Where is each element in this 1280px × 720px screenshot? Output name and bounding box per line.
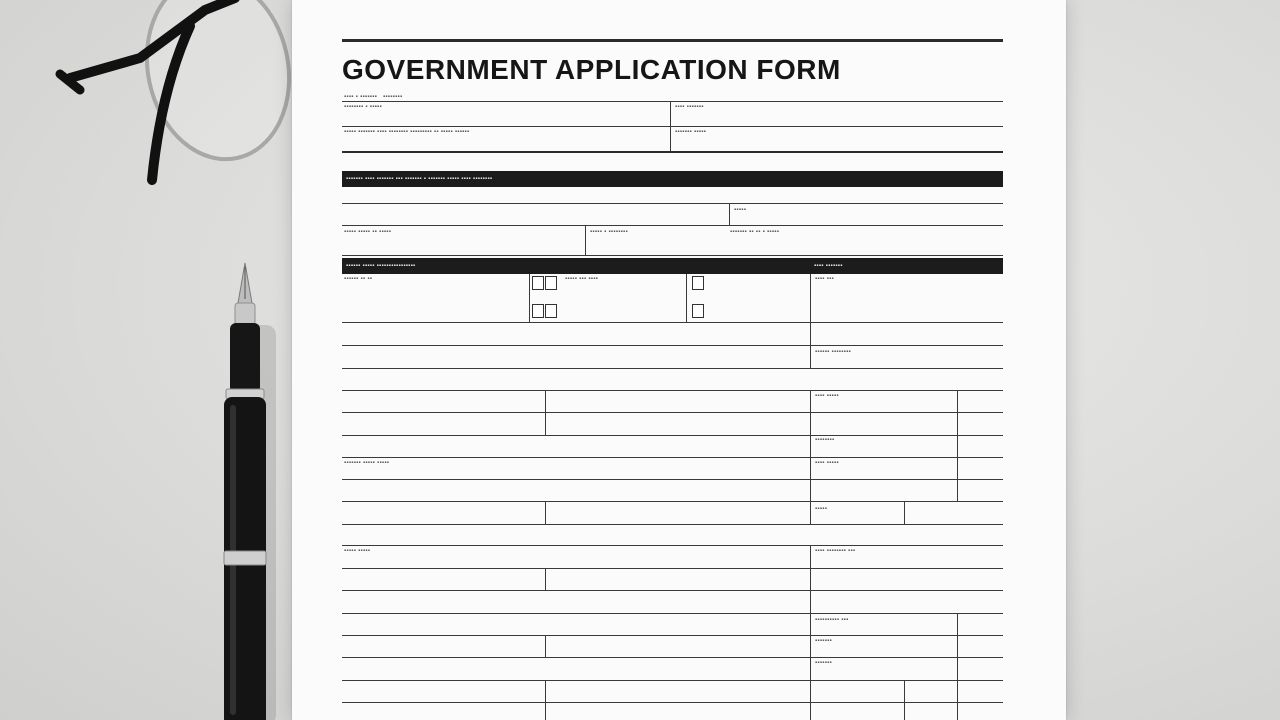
form-line <box>342 657 1003 658</box>
form-divider <box>545 680 546 720</box>
fine-print: ▪▪▪▪▪▪▪ ▪▪▪▪▪ ▪▪▪▪▪ <box>344 460 390 466</box>
form-line <box>342 345 1003 346</box>
form-line <box>342 613 1003 614</box>
form-line <box>342 568 1003 569</box>
form-divider <box>686 274 687 322</box>
checkbox[interactable] <box>692 304 704 318</box>
fine-print: ▪▪▪▪▪▪ ▪▪ ▪▪ <box>344 276 373 282</box>
fountain-pen-icon <box>210 255 280 720</box>
form-line <box>342 225 1003 226</box>
fine-print: ▪▪▪▪ ▪ ▪▪▪▪▪▪▪ ▪▪▪▪▪▪▪▪ <box>344 94 403 100</box>
form-divider <box>904 680 905 720</box>
fine-print: ▪▪▪▪▪▪▪ <box>815 660 832 666</box>
fine-print: ▪▪▪▪ ▪▪▪▪▪▪▪▪ ▪▪▪ <box>815 548 856 554</box>
form-line <box>342 101 1003 102</box>
form-line <box>342 435 1003 436</box>
form-line <box>342 203 1003 204</box>
form-title: GOVERNMENT APPLICATION FORM <box>342 54 841 85</box>
fine-print: ▪▪▪▪▪▪▪ ▪▪▪▪▪ <box>675 129 707 135</box>
form-line <box>342 545 1003 546</box>
form-divider <box>810 545 811 720</box>
fine-print: ▪▪▪▪▪ ▪▪▪▪▪ <box>344 548 371 554</box>
band-fine-print: ▪▪▪▪▪▪▪ ▪▪▪▪ ▪▪▪▪▪▪▪ ▪▪▪ ▪▪▪▪▪▪▪ ▪ ▪▪▪▪▪▪▪ ▪▪▪▪▪ ▪▪▪▪ ▪▪▪▪▪▪▪▪ <box>346 176 493 182</box>
section-band <box>342 258 1003 274</box>
form-divider <box>729 203 730 225</box>
fine-print: ▪▪▪▪ ▪▪▪▪▪ <box>815 393 839 399</box>
band-fine-print: ▪▪▪▪▪▪ ▪▪▪▪▪ ▪▪▪▪▪▪▪▪▪▪▪▪▪▪▪▪ <box>346 263 416 269</box>
form-line <box>342 126 1003 127</box>
band-fine-print: ▪▪▪▪ ▪▪▪▪▪▪▪ <box>814 263 843 269</box>
form-divider <box>585 225 586 255</box>
fine-print: ▪▪▪▪▪ ▪▪▪▪▪▪▪ ▪▪▪▪ ▪▪▪▪▪▪▪▪ ▪▪▪▪▪▪▪▪▪ ▪▪ ▪▪▪▪▪ ▪▪▪▪▪▪ <box>344 129 470 135</box>
fine-print: ▪▪▪▪▪ <box>734 207 747 213</box>
form-divider <box>545 635 546 657</box>
form-line <box>342 390 1003 391</box>
checkbox[interactable] <box>545 304 557 318</box>
form-line <box>342 255 1003 256</box>
form-divider <box>904 501 905 524</box>
form-divider <box>529 274 530 322</box>
form-divider <box>810 390 811 524</box>
header-rule-bottom <box>342 151 1003 153</box>
form-line <box>342 635 1003 636</box>
form-line <box>342 412 1003 413</box>
fine-print: ▪▪▪▪▪▪ ▪▪▪▪▪▪▪▪ <box>815 349 851 355</box>
form-line <box>342 524 1003 525</box>
fine-print: ▪▪▪▪▪ <box>815 506 828 512</box>
form-line <box>342 479 1003 480</box>
form-divider <box>545 501 546 524</box>
fine-print: ▪▪▪▪▪ ▪ ▪▪▪▪▪▪▪▪ <box>590 229 628 235</box>
fine-print: ▪▪▪▪ ▪▪▪▪▪ <box>815 460 839 466</box>
fine-print: ▪▪▪▪▪ ▪▪▪ ▪▪▪▪ <box>565 276 599 282</box>
checkbox[interactable] <box>532 304 544 318</box>
fine-print: ▪▪▪▪▪▪▪▪▪▪ ▪▪▪ <box>815 617 849 623</box>
form-line <box>342 457 1003 458</box>
form-divider <box>545 390 546 435</box>
fine-print: ▪▪▪▪▪ ▪▪▪▪▪ ▪▪ ▪▪▪▪▪ <box>344 229 392 235</box>
form-divider <box>957 390 958 502</box>
fine-print: ▪▪▪▪▪▪▪▪ ▪ ▪▪▪▪▪ <box>344 104 382 110</box>
checkbox[interactable] <box>545 276 557 290</box>
header-rule-top <box>342 39 1003 42</box>
checkbox[interactable] <box>692 276 704 290</box>
fine-print: ▪▪▪▪▪▪▪ <box>815 638 832 644</box>
fine-print: ▪▪▪▪▪▪▪▪ <box>815 437 835 443</box>
checkbox[interactable] <box>532 276 544 290</box>
fine-print: ▪▪▪▪ ▪▪▪ <box>815 276 834 282</box>
form-line <box>342 322 1003 323</box>
form-line <box>342 590 1003 591</box>
form-line <box>342 368 1003 369</box>
fine-print: ▪▪▪▪ ▪▪▪▪▪▪▪ <box>675 104 704 110</box>
fine-print: ▪▪▪▪▪▪▪ ▪▪ ▪▪ ▪ ▪▪▪▪▪ <box>730 229 780 235</box>
form-divider <box>670 101 671 151</box>
form-divider <box>957 613 958 720</box>
form-divider <box>545 568 546 590</box>
